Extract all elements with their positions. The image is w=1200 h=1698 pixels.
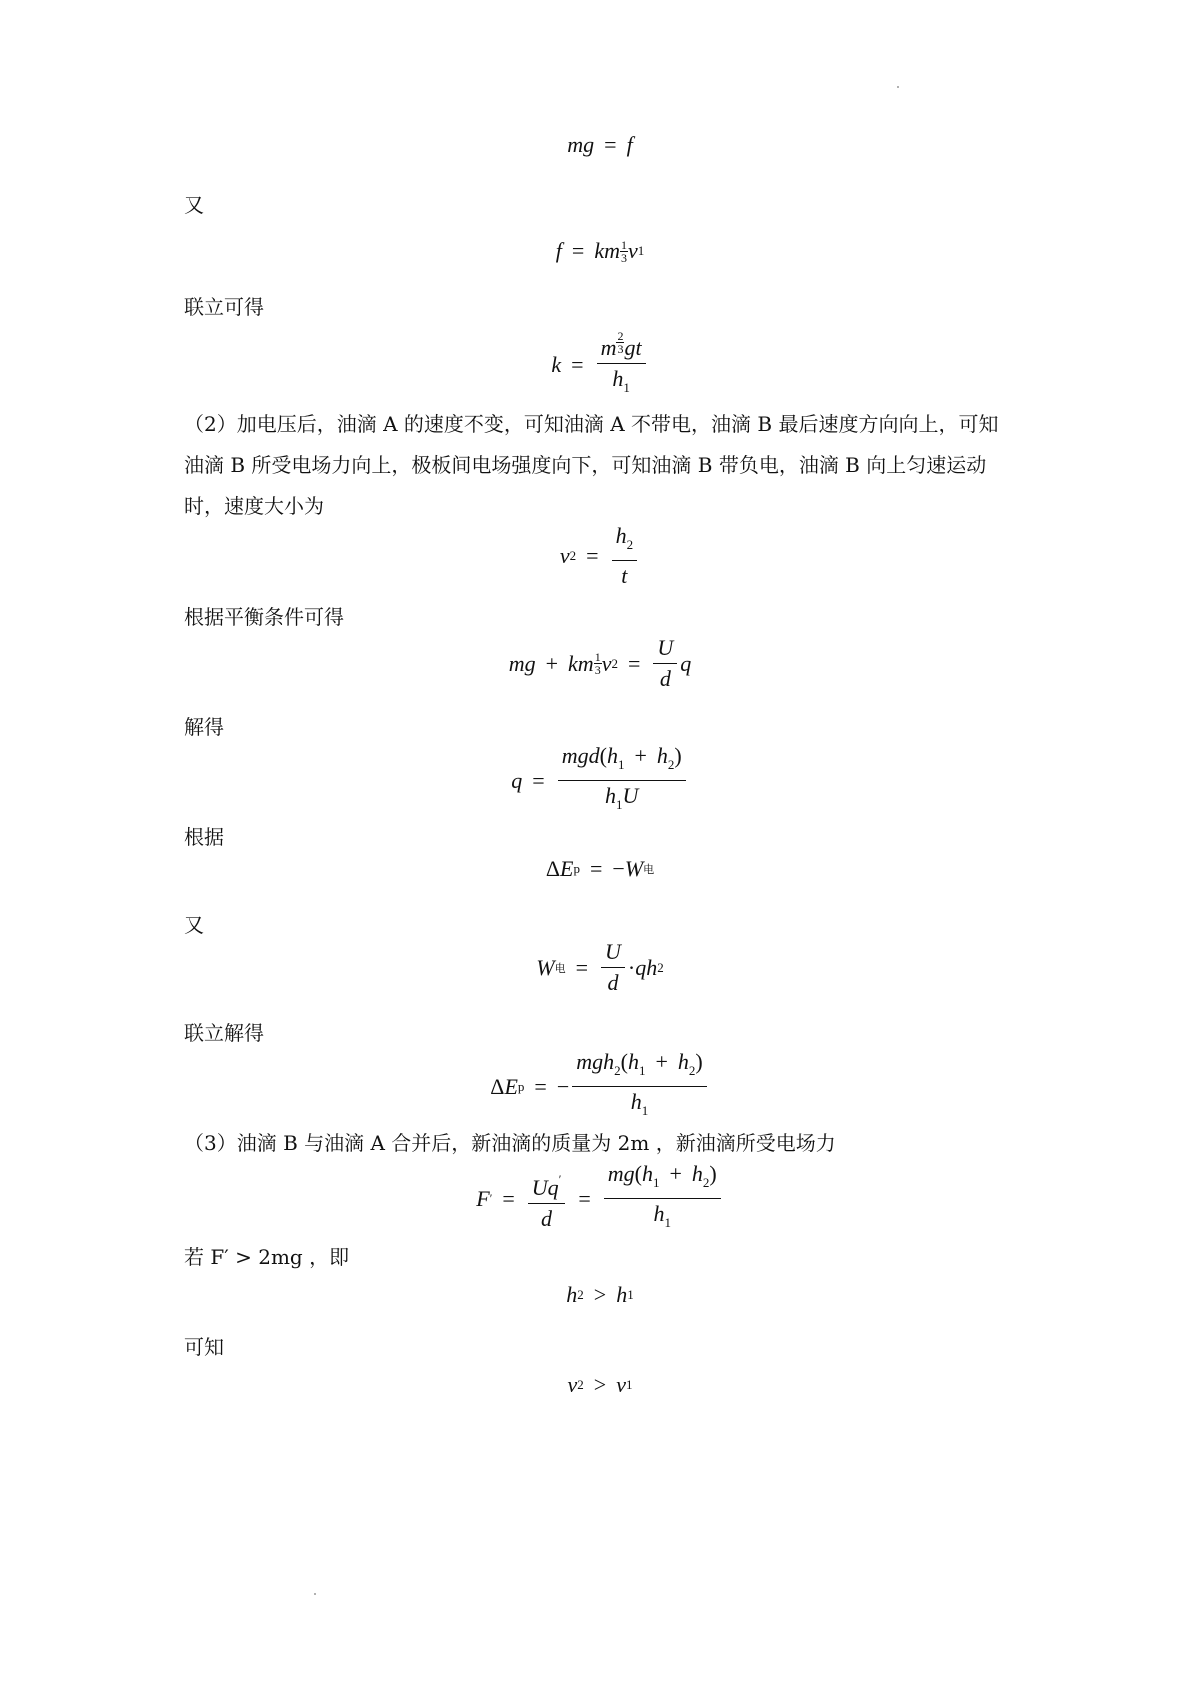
equation-charge-q: q = $\frac{mgd(h_1 + h_2)}{h_1U}$: [0, 744, 1200, 817]
connector-lianli-jiede: 联立解得: [184, 1021, 264, 1045]
connector-jiede: 解得: [184, 715, 224, 739]
equation-v2-greater-v1: v 2 > v 1: [567, 1372, 633, 1397]
connector-you-1: 又: [184, 193, 204, 217]
paragraph-2-line-3: 时，速度大小为: [184, 494, 324, 518]
paragraph-part-3: （3）油滴 B 与油滴 A 合并后，新油滴的质量为 2m ，新油滴所受电场力: [184, 1131, 836, 1155]
condition-line: 若 F′ > 2mg ，即: [184, 1245, 350, 1269]
scan-speck: [897, 86, 899, 88]
paragraph-2-line-1: （2）加电压后，油滴 A 的速度不变，可知油滴 A 不带电，油滴 B 最后速度方向向上，可知: [184, 412, 999, 436]
dian-subscript-2: 电: [554, 961, 566, 975]
equation-new-force: F ′ = $\frac{Uq'}{d}$ = $\frac{mg(h_1 + h_2)}{h_1}$: [0, 1162, 1200, 1235]
equation-k-value: k = m $\frac{2}{3}$ gt $h_1$: [0, 330, 1200, 400]
equation-balance: mg + km $\frac{1}{3}$ v 2 = $\frac{U}{d}$ q: [508, 635, 692, 691]
dian-subscript-1: 电: [643, 863, 655, 876]
equation-work-electric: W 电 = $\frac{U}{d}$ · qh 2: [536, 939, 664, 995]
connector-genju: 根据: [184, 825, 224, 849]
connector-lianli-kede: 联立可得: [184, 295, 264, 319]
equation-drag-force: f = km $\frac{1}{3}$ v 1: [555, 237, 645, 265]
connector-you-2: 又: [184, 913, 204, 937]
paragraph-2-line-2: 油滴 B 所受电场力向上，极板间电场强度向下，可知油滴 B 带负电，油滴 B 向上匀速运动: [184, 453, 987, 477]
connector-kezhi: 可知: [184, 1335, 224, 1359]
paragraph-part-2: [184, 404, 1034, 527]
scan-speck: [314, 1593, 316, 1595]
connector-genju-pingheng: 根据平衡条件可得: [184, 605, 344, 629]
equation-h2-greater-h1: h 2 > h 1: [566, 1282, 634, 1307]
equation-v2: v 2 = $\frac{h_2}{t}$: [0, 524, 1200, 588]
equation-delta-ep-result: Δ E p = − $\frac{mgh_2(h_1 + h_2)}{h_1}$: [0, 1050, 1200, 1123]
eq1-text: mg = f: [567, 132, 633, 157]
equation-mg-equals-f: [0, 132, 1200, 158]
equation-delta-ep: Δ E p = − W 电: [545, 856, 655, 881]
